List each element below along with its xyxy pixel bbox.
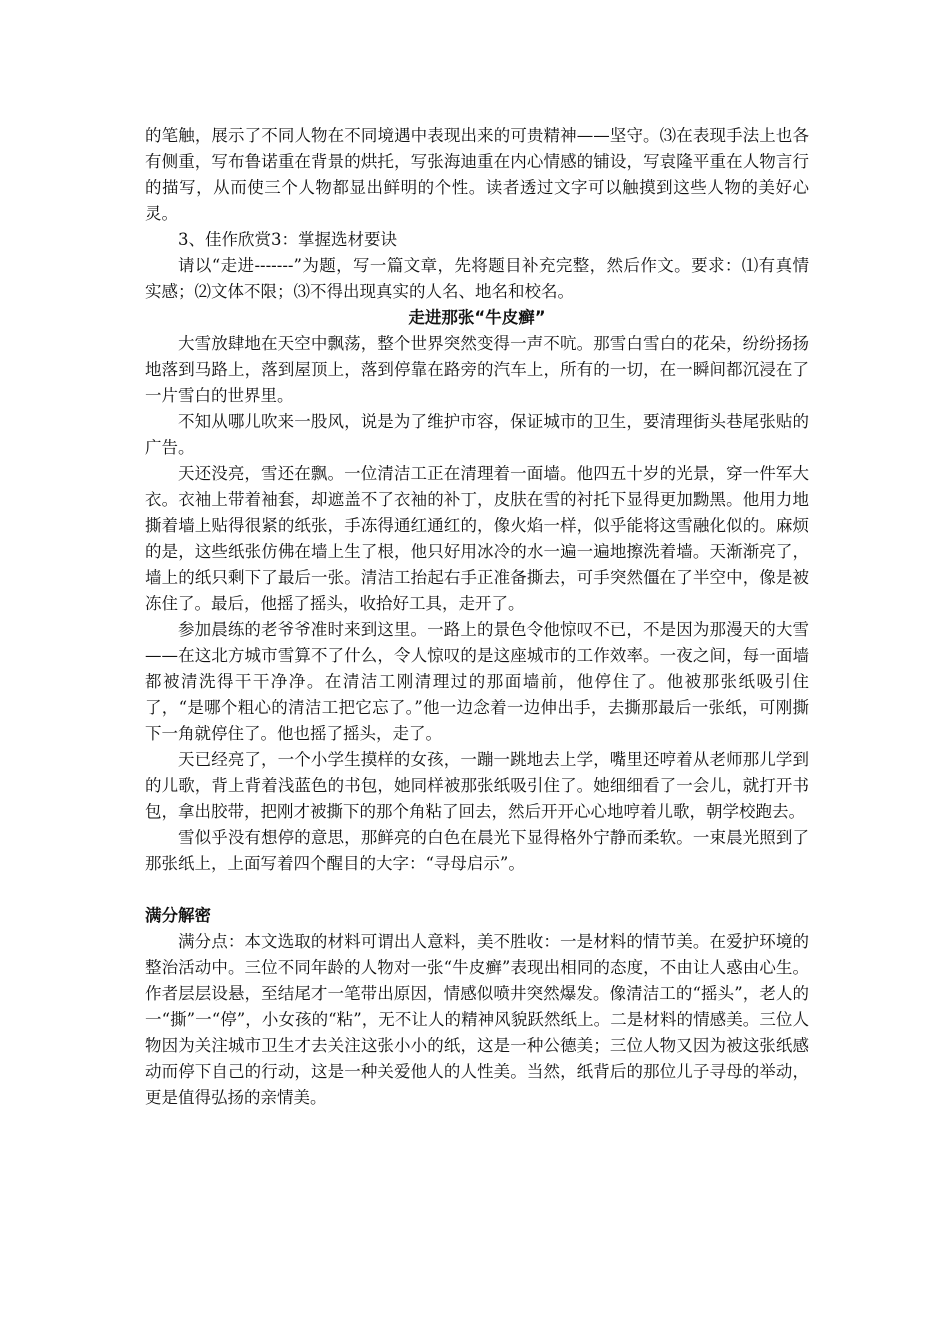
intro-paragraph: 的笔触，展示了不同人物在不同境遇中表现出来的可贵精神——坚守。⑶在表现手法上也各有侧重，写布鲁诺重在背景的烘托，写张海迪重在内心情感的铺设，写袁隆平重在人物言行的描写，从而使三个人物都显出鲜明的个性。读者透过文字可以触摸到这些人物的美好心灵。 xyxy=(145,126,809,223)
essay-paragraph-3: 天还没亮，雪还在飘。一位清洁工正在清理着一面墙。他四五十岁的光景，穿一件军大衣。衣袖上带着袖套，却遮盖不了衣袖的补丁，皮肤在雪的衬托下显得更加黝黑。他用力地撕着墙上贴得很紧的纸张，手冻得通红通红的，像火焰一样，似乎能将这雪融化似的。麻烦的是，这些纸张仿佛在墙上生了根，他只好用冰冷的水一遍一遍地擦洗着墙。天渐渐亮了，墙上的纸只剩下了最后一张。清洁工抬起右手正准备撕去，可手突然僵在了半空中，像是被冻住了。最后，他摇了摇头，收拾好工具，走开了。 xyxy=(145,464,809,613)
essay-paragraph-2: 不知从哪儿吹来一股风，说是为了维护市容，保证城市的卫生，要清理街头巷尾张贴的广告。 xyxy=(145,412,809,457)
analysis-heading: 满分解密 xyxy=(145,906,211,925)
essay-paragraph-4: 参加晨练的老爷爷准时来到这里。一路上的景色令他惊叹不已，不是因为那漫天的大雪——在这北方城市雪算不了什么，令人惊叹的是这座城市的工作效率。一夜之间，每一面墙都被清洗得干干净净。在清洁工刚清理过的那面墙前，他停住了。他被那张纸吸引住了，“是哪个粗心的清洁工把它忘了。”他一边念着一边伸出手，去撕那最后一张纸，可刚撕下一角就停住了。他也摇了摇头，走了。 xyxy=(145,620,809,743)
prompt-paragraph: 请以“走进-------”为题，写一篇文章，先将题目补充完整，然后作文。要求：⑴有真情实感；⑵文体不限；⑶不得出现真实的人名、地名和校名。 xyxy=(145,256,809,301)
document-page xyxy=(145,123,809,1111)
section-label: 3、佳作欣赏3：掌握选材要诀 xyxy=(178,230,397,249)
essay-title: 走进那张“牛皮癣” xyxy=(408,308,546,327)
essay-paragraph-6: 雪似乎没有想停的意思，那鲜亮的白色在晨光下显得格外宁静而柔软。一束晨光照到了那张纸上，上面写着四个醒目的大字：“寻母启示”。 xyxy=(145,828,809,873)
analysis-paragraph: 满分点：本文选取的材料可谓出人意料，美不胜收：一是材料的情节美。在爱护环境的整治活动中。三位不同年龄的人物对一张“牛皮癣”表现出相同的态度，不由让人惑由心生。作者层层设悬，至结尾才一笔带出原因，情感似喷井突然爆发。像清洁工的“摇头”，老人的一“撕”一“停”，小女孩的“粘”，无不让人的精神风貌跃然纸上。二是材料的情感美。三位人物因为关注城市卫生才去关注这张小小的纸，这是一种公德美；三位人物又因为被这张纸感动而停下自己的行动，这是一种关爱他人的人性美。当然，纸背后的那位儿子寻母的举动，更是值得弘扬的亲情美。 xyxy=(145,932,809,1107)
essay-paragraph-5: 天已经亮了，一个小学生摸样的女孩，一蹦一跳地去上学，嘴里还哼着从老师那儿学到的儿歌，背上背着浅蓝色的书包，她同样被那张纸吸引住了。她细细看了一会儿，就打开书包，拿出胶带，把刚才被撕下的那个角粘了回去，然后开开心心地哼着儿歌，朝学校跑去。 xyxy=(145,750,809,821)
essay-paragraph-1: 大雪放肆地在天空中飘荡，整个世界突然变得一声不吭。那雪白雪白的花朵，纷纷扬扬地落到马路上，落到屋顶上，落到停靠在路旁的汽车上，所有的一切，在一瞬间都沉浸在了一片雪白的世界里。 xyxy=(145,334,809,405)
